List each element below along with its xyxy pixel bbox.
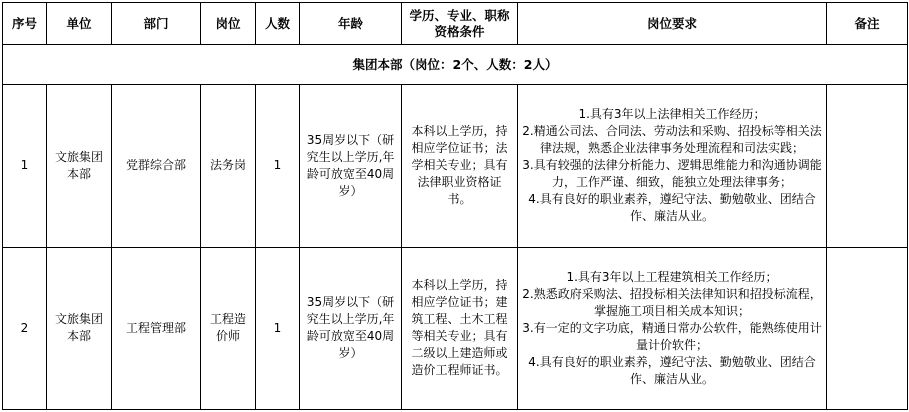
requirement-line: 3.有一定的文字功底，精通日常办公软件，能熟练使用计量计价软件； <box>522 320 822 352</box>
requirement-line: 4.具有良好的职业素养，遵纪守法、勤勉敬业、团结合作、廉洁从业。 <box>528 192 816 224</box>
cell-education: 本科以上学历，持相应学位证书；建筑工程、土木工程等相关专业；具有二级以上建造师或造价工程师证书。 <box>402 247 518 409</box>
cell-dept: 工程管理部 <box>112 247 201 409</box>
requirement-line: 3.具有较强的法律分析能力、逻辑思维能力和沟通协调能力，工作严谨、细致，能独立处理法律事务； <box>522 158 822 190</box>
cell-remarks <box>827 85 908 247</box>
cell-position: 法务岗 <box>201 85 256 247</box>
header-age: 年龄 <box>300 3 402 45</box>
table-row <box>3 85 908 247</box>
requirement-line: 2.熟悉政府采购法、招投标相关法律知识和招投标流程，掌握施工项目相关成本知识； <box>522 286 822 318</box>
header-education: 学历、专业、职称资格条件 <box>402 3 518 45</box>
section-title: 集团本部（岗位：2个、人数：2人） <box>3 45 908 85</box>
cell-count: 1 <box>256 85 300 247</box>
cell-remarks <box>827 247 908 409</box>
requirement-line: 2.精通公司法、合同法、劳动法和采购、招投标等相关法律法规，熟悉企业法律事务处理流程和司法实践； <box>522 124 822 156</box>
requirement-line: 1.具有3年以上法律相关工作经历； <box>578 107 766 122</box>
cell-age: 35周岁以下（研究生以上学历,年龄可放宽至40周岁） <box>300 85 402 247</box>
recruitment-table <box>2 2 908 410</box>
header-requirements: 岗位要求 <box>518 3 827 45</box>
cell-count: 1 <box>256 247 300 409</box>
cell-seq: 1 <box>3 85 47 247</box>
requirement-line: 4.具有良好的职业素养，遵纪守法、勤勉敬业、团结合作、廉洁从业。 <box>528 354 816 386</box>
cell-position: 工程造价师 <box>201 247 256 409</box>
table-row <box>3 247 908 409</box>
header-row <box>3 3 908 45</box>
header-count: 人数 <box>256 3 300 45</box>
cell-seq: 2 <box>3 247 47 409</box>
cell-age: 35周岁以下（研究生以上学历,年龄可放宽至40周岁） <box>300 247 402 409</box>
cell-dept: 党群综合部 <box>112 85 201 247</box>
cell-requirements <box>518 247 827 409</box>
header-remarks: 备注 <box>827 3 908 45</box>
header-dept: 部门 <box>112 3 201 45</box>
cell-requirements <box>518 85 827 247</box>
cell-education: 本科以上学历，持相应学位证书；法学相关专业；具有法律职业资格证书。 <box>402 85 518 247</box>
header-seq: 序号 <box>3 3 47 45</box>
cell-unit: 文旅集团本部 <box>47 85 112 247</box>
header-position: 岗位 <box>201 3 256 45</box>
header-unit: 单位 <box>47 3 112 45</box>
section-row <box>3 45 908 85</box>
cell-unit: 文旅集团本部 <box>47 247 112 409</box>
requirement-line: 1.具有3年以上工程建筑相关工作经历； <box>566 269 778 284</box>
